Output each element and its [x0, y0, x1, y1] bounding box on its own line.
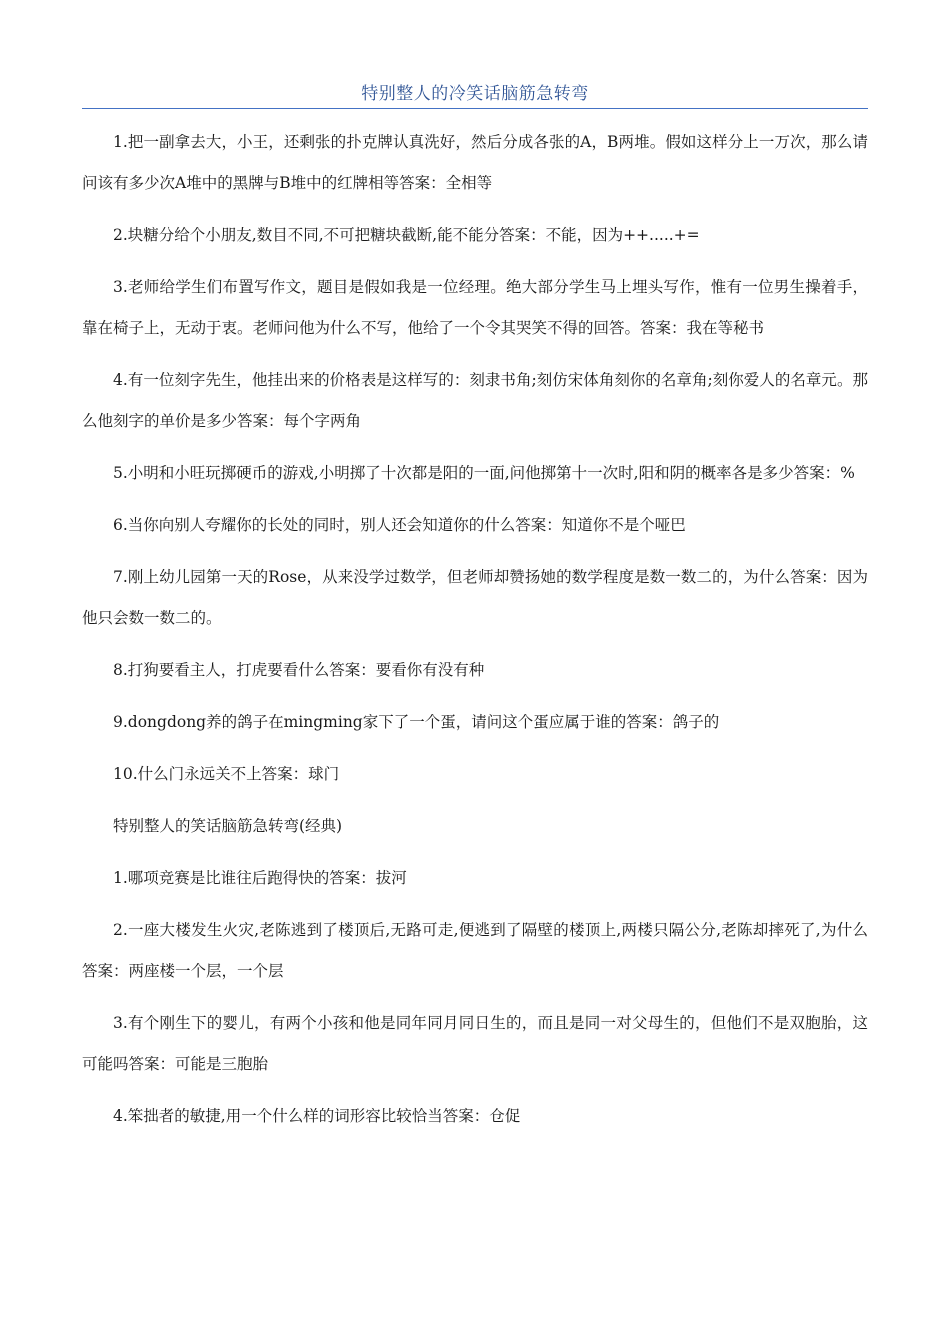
paragraph: 1.把一副拿去大，小王，还剩张的扑克牌认真洗好，然后分成各张的A，B两堆。假如这样分上一万次，那么请问该有多少次A堆中的黑牌与B堆中的红牌相等答案：全相等	[82, 133, 868, 192]
title-underline	[82, 108, 868, 109]
paragraph: 3.有个刚生下的婴儿，有两个小孩和他是同年同月同日生的，而且是同一对父母生的，但他们不是双胞胎，这可能吗答案：可能是三胞胎	[82, 1014, 868, 1073]
paragraph: 5.小明和小旺玩掷硬币的游戏,小明掷了十次都是阳的一面,问他掷第十一次时,阳和阴的概率各是多少答案：%	[113, 464, 855, 482]
document-title: 特别整人的冷笑话脑筋急转弯	[361, 84, 589, 104]
paragraph: 4.有一位刻字先生，他挂出来的价格表是这样写的：刻隶书角;刻仿宋体角刻你的名章角;刻你爱人的名章元。那么他刻字的单价是多少答案：每个字两角	[82, 371, 868, 430]
paragraph: 1.哪项竞赛是比谁往后跑得快的答案：拔河	[113, 869, 407, 887]
paragraph: 2.块糖分给个小朋友,数目不同,不可把糖块截断,能不能分答案：不能，因为++.....+=	[113, 226, 700, 244]
paragraph: 7.刚上幼儿园第一天的Rose，从来没学过数学，但老师却赞扬她的数学程度是数一数二的，为什么答案：因为他只会数一数二的。	[82, 568, 868, 627]
paragraph: 6.当你向别人夸耀你的长处的同时，别人还会知道你的什么答案：知道你不是个哑巴	[113, 516, 686, 534]
section-heading: 特别整人的笑话脑筋急转弯(经典)	[113, 817, 343, 835]
paragraph: 4.笨拙者的敏捷,用一个什么样的词形容比较恰当答案：仓促	[113, 1107, 521, 1125]
paragraph: 10.什么门永远关不上答案：球门	[113, 765, 340, 783]
document-body	[82, 122, 868, 1148]
paragraph: 3.老师给学生们布置写作文，题目是假如我是一位经理。绝大部分学生马上埋头写作，惟有一位男生操着手，靠在椅子上，无动于衷。老师问他为什么不写，他给了一个令其哭笑不得的回答。答案：我在等秘书	[82, 278, 868, 337]
paragraph: 2.一座大楼发生火灾,老陈逃到了楼顶后,无路可走,便逃到了隔壁的楼顶上,两楼只隔公分,老陈却摔死了,为什么答案：两座楼一个层，一个层	[82, 921, 868, 980]
paragraph: 9.dongdong养的鸽子在mingming家下了一个蛋，请问这个蛋应属于谁的答案：鸽子的	[113, 713, 720, 731]
paragraph: 8.打狗要看主人，打虎要看什么答案：要看你有没有种	[113, 661, 485, 679]
